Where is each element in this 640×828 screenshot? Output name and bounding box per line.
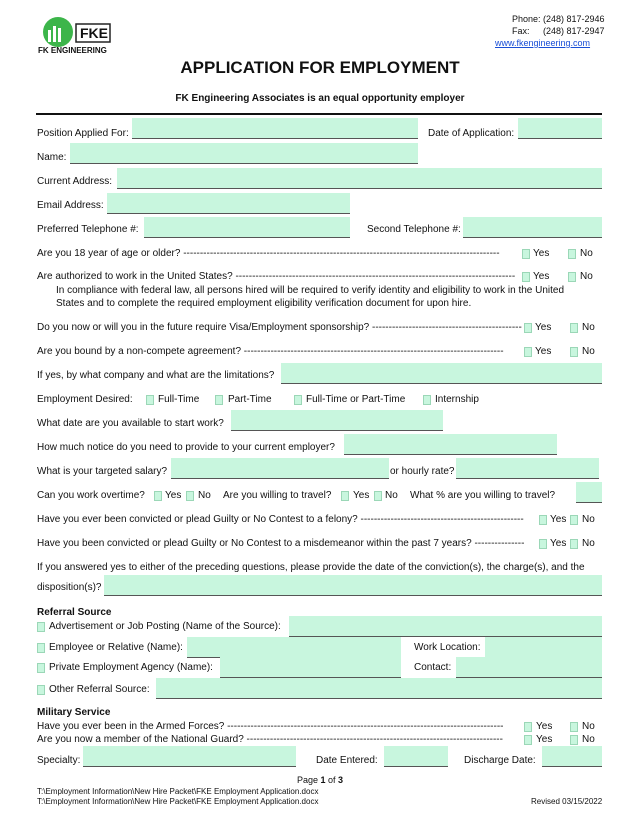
hourly-field[interactable] [456, 458, 599, 479]
address-label: Current Address: [37, 176, 113, 187]
advert-field[interactable] [289, 616, 602, 637]
logo-name: FK ENGINEERING [38, 46, 107, 55]
armed-yes-checkbox[interactable] [524, 722, 532, 732]
employee-field[interactable] [187, 637, 401, 658]
q-company: If yes, by what company and what are the limitations? [37, 370, 275, 381]
fax-label: Fax: [512, 26, 530, 36]
misdemeanor-no-checkbox[interactable] [570, 539, 578, 549]
email-label: Email Address: [37, 200, 104, 211]
q-noncompete-yes-checkbox[interactable] [524, 347, 532, 357]
misdemeanor-yes-checkbox[interactable] [539, 539, 547, 549]
q-noncompete-no-checkbox[interactable] [570, 347, 578, 357]
q-visa-yes-label: Yes [535, 322, 552, 333]
q-noncompete-yes-label: Yes [535, 346, 552, 357]
q-auth-no-label: No [580, 271, 593, 282]
felony-yes-label: Yes [550, 514, 567, 525]
guard-yes-checkbox[interactable] [524, 735, 532, 745]
advert-label: Advertisement or Job Posting (Name of the Source): [49, 621, 281, 632]
disposition-field[interactable] [104, 575, 602, 596]
phone-label: Phone: [512, 14, 541, 24]
start-field[interactable] [231, 410, 443, 431]
overtime-no-checkbox[interactable] [186, 491, 194, 501]
military-heading: Military Service [37, 707, 111, 718]
position-field[interactable] [132, 118, 418, 139]
q-visa: Do you now or will you in the future require Visa/Employment sponsorship? --------------------------------------------- [37, 322, 522, 333]
q-travel-pct: What % are you willing to travel? [410, 490, 556, 501]
q-guard: Are you now a member of the National Guard? ----------------------------------------------------------------------------- [37, 734, 503, 745]
phone1-label: Preferred Telephone #: [37, 224, 139, 235]
logo-text: FKE [80, 25, 108, 41]
file-path-2: T:\Employment Information\New Hire Packet\FKE Employment Application.docx [37, 797, 319, 806]
guard-no-label: No [582, 734, 595, 745]
q-overtime: Can you work overtime? [37, 490, 145, 501]
internship-label: Internship [435, 394, 479, 405]
date-app-field[interactable] [518, 118, 602, 139]
q-visa-yes-checkbox[interactable] [524, 323, 532, 333]
work-location-label: Work Location: [414, 642, 481, 653]
felony-no-checkbox[interactable] [570, 515, 578, 525]
travel-yes-label: Yes [353, 490, 370, 501]
fax-number: (248) 817-2947 [543, 26, 605, 36]
referral-heading: Referral Source [37, 607, 112, 618]
date-entered-label: Date Entered: [316, 755, 378, 766]
q-noncompete-no-label: No [582, 346, 595, 357]
contact-label: Contact: [414, 662, 452, 673]
q-visa-no-checkbox[interactable] [570, 323, 578, 333]
guard-no-checkbox[interactable] [570, 735, 578, 745]
page-indicator [0, 775, 640, 785]
agency-field[interactable] [220, 657, 401, 678]
specialty-label: Specialty: [37, 755, 81, 766]
q-armed: Have you ever been in the Armed Forces? ----------------------------------------------------------------------------------- [37, 721, 504, 732]
work-location-field[interactable] [485, 637, 602, 658]
q-salary: What is your targeted salary? [37, 466, 168, 477]
file-path-1: T:\Employment Information\New Hire Packet\FKE Employment Application.docx [37, 787, 319, 796]
fulltime-checkbox[interactable] [146, 395, 154, 405]
armed-no-checkbox[interactable] [570, 722, 578, 732]
company-field[interactable] [281, 363, 602, 384]
salary-field[interactable] [171, 458, 389, 479]
specialty-field[interactable] [83, 746, 296, 767]
emp-desired-label: Employment Desired: [37, 394, 133, 405]
date-entered-field[interactable] [384, 746, 448, 767]
either-label: Full-Time or Part-Time [306, 394, 406, 405]
agency-checkbox[interactable] [37, 663, 45, 673]
page-subtitle: FK Engineering Associates is an equal opportunity employer [175, 93, 465, 104]
armed-yes-label: Yes [536, 721, 553, 732]
phone2-field[interactable] [463, 217, 602, 238]
title-divider [36, 113, 602, 115]
q-age: Are you 18 year of age or older? ----------------------------------------------------------------------------------------------- [37, 248, 500, 259]
company-logo [38, 14, 118, 58]
travel-no-checkbox[interactable] [374, 491, 382, 501]
misdemeanor-yes-label: Yes [550, 538, 567, 549]
fulltime-label: Full-Time [158, 394, 200, 405]
compliance-text-1: In compliance with federal law, all persons hired will be required to verify identity and eligibility to work in the United [56, 285, 565, 296]
felony-no-label: No [582, 514, 595, 525]
q-answered-1: If you answered yes to either of the preceding questions, please provide the date of the conviction(s), the charge(s), and the [37, 562, 585, 573]
date-app-label: Date of Application: [428, 128, 515, 139]
q-auth-yes-label: Yes [533, 271, 550, 282]
page-prefix: Page [296, 775, 318, 785]
employee-label: Employee or Relative (Name): [49, 642, 183, 653]
discharge-field[interactable] [542, 746, 602, 767]
contact-field[interactable] [456, 657, 602, 678]
overtime-yes-checkbox[interactable] [154, 491, 162, 501]
employee-checkbox[interactable] [37, 643, 45, 653]
page-total: 3 [338, 775, 344, 785]
compliance-text-2: States and to complete the required employment eligibility verification document for upon hire. [56, 298, 472, 309]
other-checkbox[interactable] [37, 685, 45, 695]
phone2-label: Second Telephone #: [367, 224, 461, 235]
other-label: Other Referral Source: [49, 684, 150, 695]
q-age-yes-checkbox[interactable] [522, 249, 530, 259]
address-field[interactable] [117, 168, 602, 189]
name-label: Name: [37, 152, 67, 163]
internship-checkbox[interactable] [423, 395, 431, 405]
travel-pct-field[interactable] [576, 482, 602, 503]
advert-checkbox[interactable] [37, 622, 45, 632]
phone-number: (248) 817-2946 [543, 14, 605, 24]
either-checkbox[interactable] [294, 395, 302, 405]
parttime-checkbox[interactable] [215, 395, 223, 405]
q-notice: How much notice do you need to provide to your current employer? [37, 442, 335, 453]
q-start: What date are you available to start work? [37, 418, 224, 429]
email-field[interactable] [107, 193, 350, 214]
felony-yes-checkbox[interactable] [539, 515, 547, 525]
q-auth-no-checkbox[interactable] [568, 272, 576, 282]
q-noncompete: Are you bound by a non-compete agreement? ------------------------------------------------------------------------------ [37, 346, 504, 357]
overtime-no-label: No [198, 490, 211, 501]
page-title: APPLICATION FOR EMPLOYMENT [180, 58, 460, 77]
page-of: of [328, 775, 336, 785]
q-auth: Are authorized to work in the United States? ------------------------------------------------------------------------------------ [37, 271, 516, 282]
travel-no-label: No [385, 490, 398, 501]
q-age-no-label: No [580, 248, 593, 259]
notice-field[interactable] [344, 434, 557, 455]
q-visa-no-label: No [582, 322, 595, 333]
misdemeanor-no-label: No [582, 538, 595, 549]
agency-label: Private Employment Agency (Name): [49, 662, 213, 673]
guard-yes-label: Yes [536, 734, 553, 745]
q-age-yes-label: Yes [533, 248, 550, 259]
website-link[interactable]: www.fkengineering.com [495, 38, 591, 48]
revised-date: Revised 03/15/2022 [531, 797, 603, 806]
discharge-label: Discharge Date: [464, 755, 536, 766]
q-travel: Are you willing to travel? [223, 490, 332, 501]
page-number: 1 [320, 775, 326, 785]
q-answered-2: disposition(s)? [37, 582, 102, 593]
overtime-yes-label: Yes [165, 490, 182, 501]
travel-yes-checkbox[interactable] [341, 491, 349, 501]
phone1-field[interactable] [144, 217, 350, 238]
position-label: Position Applied For: [37, 128, 129, 139]
q-age-no-checkbox[interactable] [568, 249, 576, 259]
name-field[interactable] [70, 143, 418, 164]
other-field[interactable] [156, 678, 602, 699]
q-auth-yes-checkbox[interactable] [522, 272, 530, 282]
parttime-label: Part-Time [228, 394, 272, 405]
q-misdemeanor: Have you been convicted or plead Guilty or No Contest to a misdemeanor within the past 7 years? --------------- [37, 538, 525, 549]
armed-no-label: No [582, 721, 595, 732]
q-hourly: or hourly rate? [390, 466, 455, 477]
q-felony: Have you ever been convicted or plead Guilty or No Contest to a felony? ------------------------------------------------- [37, 514, 524, 525]
